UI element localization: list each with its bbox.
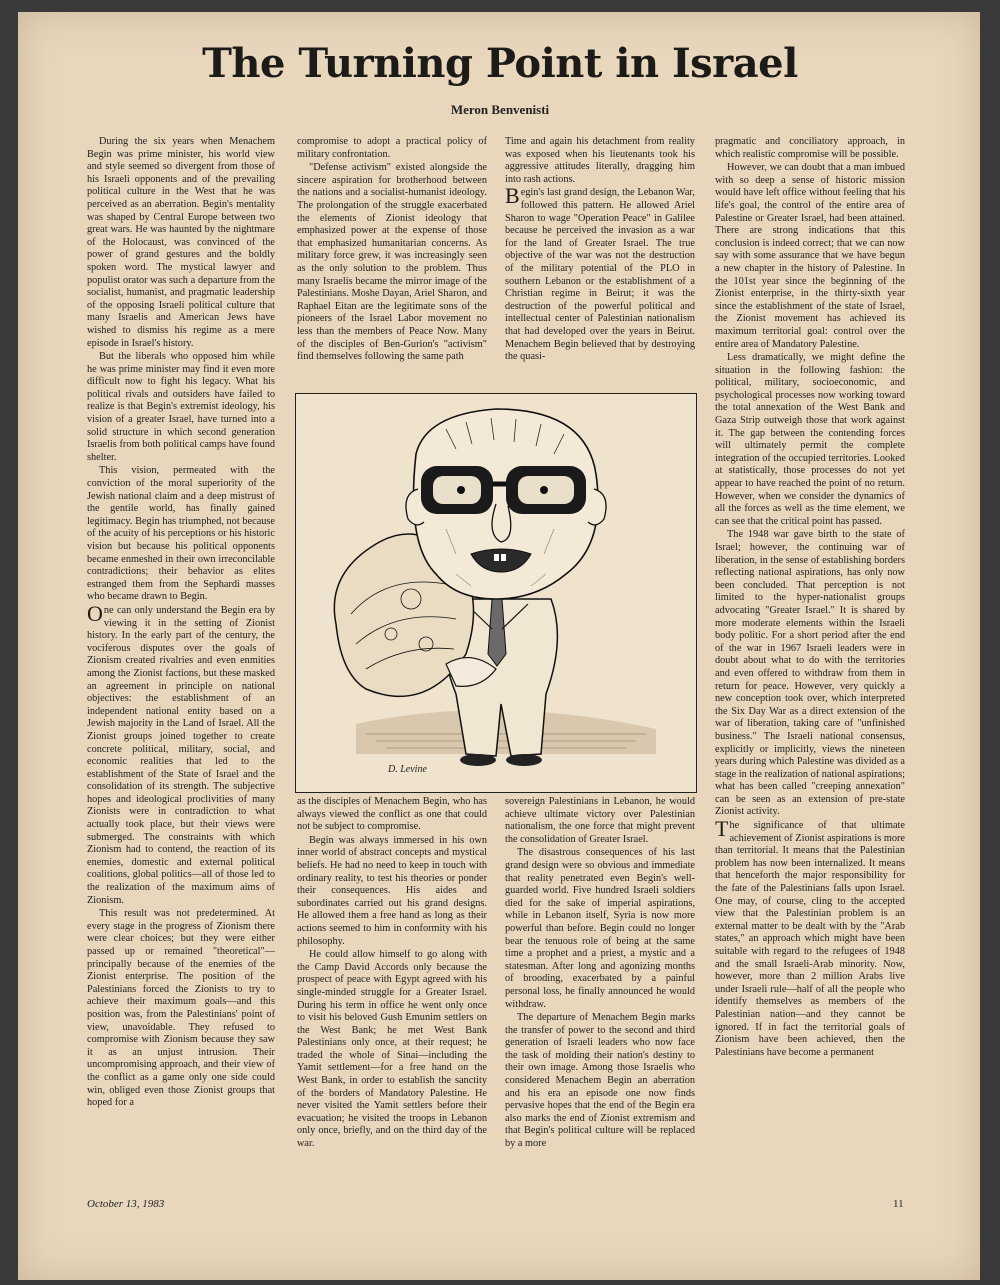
caricature-drawing [296, 394, 696, 792]
paragraph: The disastrous consequences of his last grand design were so obvious and immediate that reality penetrated even Begin's well-guarded world. Five hundred Israeli soldiers died for the sake of imperial aspirations, while in Lebanon itself, Syria is now more powerful than before. Begin could no longer bear the tenuous role of being at the same time a prophet and a priest, a mystic and a statesman. After long and agonizing months of brooding, exacerbated by a painful personal loss, he finally announced he would withdraw. [505, 847, 695, 1010]
paragraph: sovereign Palestinians in Lebanon, he would achieve ultimate victory over Palestinian nationalism, the one force that might prevent the consolidation of Greater Israel. [505, 796, 695, 845]
column-2-bottom [297, 796, 487, 1192]
paragraph: compromise to adopt a practical policy of military confrontation. [297, 136, 487, 160]
caricature-illustration [295, 393, 697, 793]
column-3-bottom [505, 796, 695, 1192]
paragraph: But the liberals who opposed him while he was prime minister may find it even more difficult now to fight his legacy. What his political rivals and outsiders have failed to realize is that Begin's extremist ideology, his vision of a greater Israel, have turned into a solid structure in which second generation Israelis from both political camps have found shelter. [87, 351, 275, 463]
byline: Meron Benvenisti [450, 102, 550, 117]
column-1 [87, 136, 275, 1192]
paragraph: Less dramatically, we might define the situation in the following fashion: the political, military, socioeconomic, and psychological processes now working toward the total annexation of the West Bank and Gaza Strip outweigh those that work against it. The gap between the contending forces will ultimately permit the complete integration of the occupied territories. Looked at statistically, those processes do not yet appear to have reached the point of no return. However, when we consider the dynamics of all the forces as well as the time element, we can see that the critical point has passed. [715, 352, 905, 527]
paragraph: as the disciples of Menachem Begin, who has always viewed the conflict as one that could not be subject to compromise. [297, 796, 487, 833]
illustration-signature: D. Levine [388, 764, 427, 775]
paragraph: Begin's last grand design, the Lebanon War, followed this pattern. He allowed Ariel Sharon to wage "Operation Peace" in Galilee because he perceived the invasion as a war for the land of Greater Israel. The true objective of the war was not the destruction of the military potential of the PLO in southern Lebanon or the establishment of a Christian regime in Beirut; it was the destruction of the powerful political and intellectual center of Palestinian nationalism that had developed over the years in Beirut. Menachem Begin believed that by destroying the quasi- [505, 183, 695, 363]
paragraph: "Defense activism" existed alongside the sincere aspiration for brotherhood between the nations and a socialist-humanist ideology. The prolongation of the struggle exacerbated the elements of Zionist ideology that emphasized power at the expense of those that emphasized humanitarian concerns. As military force grew, it was increasingly seen as the only solution to the problem. Thus many Israelis became the mirror image of the Palestinians. Moshe Dayan, Ariel Sharon, and Raphael Eitan are the legitimate sons of the pioneers of the Israel Labor movement no less than the members of Peace Now. Many of the disciples of Ben-Gurion's "activism" find themselves following the same path [297, 162, 487, 363]
paragraph: Begin was always immersed in his own inner world of abstract concepts and mystical beliefs. He had no need to keep in touch with ordinary reality, to test his theories or ponder their consequences. His aides and subordinates carried out his grand designs. He allowed them a free hand as long as their actions seemed to him in conformity with his philosophy. [297, 834, 487, 947]
paragraph: However, we can doubt that a man imbued with so deep a sense of historic mission would have left office without feeling that his life's goal, the control of the entire area of Palestine or Greater Israel, had been attained. There are strong indications that this conclusion is indeed correct; that we can now say with some assurance that we have begun a new chapter in the history of Palestine. In the 101st year since the beginning of the Zionist enterprise, in the thirty-sixth year since the establishment of the state of Israel, the Zionist movement has achieved its maximum territorial goal: control over the entire area of Mandatory Palestine. [715, 162, 905, 350]
paragraph: He could allow himself to go along with the Camp David Accords only because the prospect of peace with Egypt agreed with his single-minded struggle for a Greater Israel. During his term in office he went only once to visit his beloved Gush Emunim settlers on the West Bank; he met West Bank Palestinians only once, at their request; he traded the whole of Sinai—including the Yamit settlement—for a free hand on the West Bank, in order to establish the sanctity of the borders of Mandatory Palestine. He never visited the Yamit settlers before their evacuation; he visited the troops in Lebanon only once, briefly, and on the third day of the war. [297, 949, 487, 1150]
paragraph: The 1948 war gave birth to the state of Israel; however, the continuing war of liberation, in the sense of establishing borders reflecting national aspirations, has only now been concluded. That perception is not limited to the hyper-nationalist groups advocating "Greater Israel." It is shared by more moderate elements within the Israeli body politic. For a short period after the end of the war in 1967 Israeli leaders were in doubt about what to do with the territories and even offered to withdraw from them in return for peace. However, very quickly a new conception took over, which interpreted the Six Day War as a direct extension of the war of liberation, taking care of "unfinished business." The Israeli national consensus, explicitly or implicitly, views the nineteen years during which Palestine was divided as a stage in the realization of national aspirations; what has been called "creeping annexation" can be seen as an extension of pre-state Zionist activity. [715, 529, 905, 818]
column-3-top [505, 136, 695, 388]
column-4 [715, 136, 905, 1192]
issue-date: October 13, 1983 [87, 1198, 165, 1210]
column-2-top [297, 136, 487, 388]
paragraph: The significance of that ultimate achievement of Zionist aspirations is more than territorial. It means that the Palestinian problem has now been internalized. It means that henceforth the major responsibility for the fate of the Palestinians falls upon Israel. One may, of course, cling to the accepted view that the Palestinian problem is an external matter to be dealt with by the "Arab states," an approach which might have been suitable with regard to the refugees of 1948 and the small Israeli-Arab minority. Now, however, more than 2 million Arabs live under Israeli rule—half of all the people who identify themselves as members of the Palestinian nation—and they cannot be ignored. If in fact the territorial goals of Zionism have been achieved, then the Palestinians have become a permanent [715, 816, 905, 1058]
paragraph: This result was not predetermined. At every stage in the progress of Zionism there were clear choices; but they were either passed up or remained "theoretical"—principally because of the enemies of the Zionist enterprise. The position of the Palestinians forced the Zionists to try to achieve their maximum goals—and this position was, from the Palestinians' point of view, unavoidable. They refused to compromise with Zionism because they saw it as an unjust intrusion. Their uncompromising approach, and their view of the conflict as a game only one side could win, obliged even those Zionist groups that hoped for a [87, 908, 275, 1109]
paragraph: This vision, permeated with the conviction of the moral superiority of the Jewish national claim and a deep mistrust of the gentile world, has finally gained legitimacy. Begin has triumphed, not because of the acuity of his perceptions or his historic vision but because his political opponents became enmeshed in their own irreconcilable contradictions; their behavior as elites estranged them from the Sephardi masses who became drawn to Begin. [87, 465, 275, 603]
paragraph: During the six years when Menachem Begin was prime minister, his world view and style seemed so divergent from those of his Israeli opponents and of the prevailing political culture in the West that he was perceived as an aberration. Begin's mentality was shaped by Central Europe between two great wars. He was haunted by the nightmare of the Holocaust, was convinced of the power of grand gestures and the boldly spoken word. The mystical lawyer and populist orator was such a departure from the socialist, humanist, and pragmatic leadership of the opposing Israeli political culture that many Israelis and American Jews have wished to dismiss his regime as a mere episode in Israel's history. [87, 136, 275, 349]
headline: The Turning Point in Israel [202, 40, 798, 87]
page-number: 11 [893, 1198, 904, 1210]
paragraph: One can only understand the Begin era by viewing it in the setting of Zionist history. In the early part of the century, the vociferous disputes over the goals of Zionism created rivalries and even enmities among the Zionist factions, but these masked an agreement in principle on national objectives: the establishment of an independent national entity based on a Jewish majority in the Land of Israel. All the Zionist groups joined together to create concrete political, military, social, and economic realities that led to the establishment of the State of Israel and the consolidation of its strength. The subjective hopes and ideological proclivities of many Zionists were in contradiction to what actually took place, but their views were submerged. The constraints with which Zionism had to contend, the reaction of its enemies, domestic and external political coalitions, global politics—all of those led to the realization of the maximum aims of Zionism. [87, 600, 275, 906]
paragraph: Time and again his detachment from reality was exposed when his lieutenants took his aggressive attitudes literally, dragging him into rash actions. [505, 136, 695, 185]
paragraph: pragmatic and conciliatory approach, in which realistic compromise will be possible. [715, 136, 905, 160]
paragraph: The departure of Menachem Begin marks the transfer of power to the second and third generation of Israeli leaders who now face the task of molding their nation's destiny to their own image. Among those Israelis who considered Menachem Begin an aberration and his era an episode one now finds pervasive hopes that the end of the Begin era also marks the end of Zionist extremism and that Begin's political culture will be replaced by a more [505, 1012, 695, 1150]
